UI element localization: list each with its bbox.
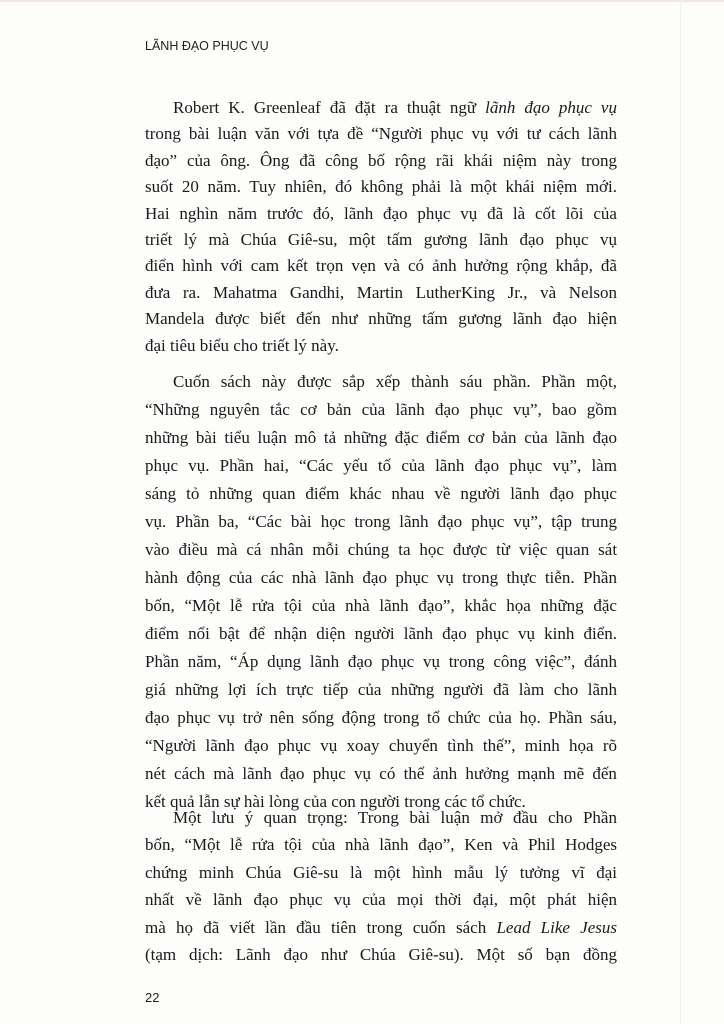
text-line	[145, 308, 617, 330]
text-run: đạo phục vụ trở nên sống động trong tổ chức của họ. Phần sáu,	[145, 708, 617, 727]
text-run: nhất về lãnh đạo phục vụ của mọi thời đại, một phát hiện	[145, 890, 617, 910]
italic-term: lãnh đạo phục vụ	[485, 98, 617, 117]
text-line	[145, 623, 617, 645]
text-line	[145, 651, 617, 673]
text-run: vụ. Phần ba, “Các bài học trong lãnh đạo phục vụ”, tập trung	[145, 512, 617, 531]
text-line	[173, 97, 617, 119]
text-line	[145, 123, 617, 145]
text-line	[145, 889, 617, 911]
text-run: trong bài luận văn với tựa đề “Người phục vụ với tư cách lãnh	[145, 124, 618, 144]
running-head: LÃNH ĐẠO PHỤC VỤ	[145, 39, 269, 53]
text-run: Phần năm, “Áp dụng lãnh đạo phục vụ trong công việc”, đánh	[145, 652, 618, 671]
text-line	[145, 255, 617, 277]
text-line	[145, 862, 617, 884]
text-run: hành động của các nhà lãnh đạo phục vụ trong thực tiễn. Phần	[145, 568, 617, 587]
text-line	[145, 399, 617, 421]
text-line	[145, 455, 617, 477]
text-run: Cuốn sách này được sắp xếp thành sáu phần. Phần một,	[173, 372, 617, 391]
text-line	[145, 763, 617, 785]
text-line	[145, 539, 617, 561]
page-binding-shadow	[680, 0, 681, 1024]
text-run: điểm nổi bật để nhận diện người lãnh đạo phục vụ kinh điển.	[145, 624, 618, 643]
text-line	[173, 371, 617, 393]
page-number: 22	[145, 990, 160, 1005]
text-run: phục vụ. Phần hai, “Các yếu tố của lãnh đạo phục vụ”, làm	[145, 456, 617, 475]
text-line	[145, 176, 617, 198]
text-line	[145, 483, 617, 505]
text-line	[173, 807, 617, 829]
text-line	[145, 944, 617, 966]
text-run: bốn, “Một lễ rửa tội của nhà lãnh đạo”, khắc họa những đặc	[145, 596, 617, 615]
text-run: Robert K. Greenleaf đã đặt ra thuật ngữ	[173, 98, 486, 117]
text-run: đưa ra. Mahatma Gandhi, Martin LutherKing Jr., và Nelson	[145, 282, 617, 302]
text-run: suốt 20 năm. Tuy nhiên, đó không phải là một khái niệm mới.	[145, 177, 618, 197]
text-line	[145, 150, 617, 172]
italic-term: Lead Like Jesus	[496, 917, 617, 937]
text-run: Mandela được biết đến như những tấm gương lãnh đạo hiện	[145, 309, 617, 329]
text-run: giá những lợi ích trực tiếp của những người đã làm cho lãnh	[145, 680, 618, 699]
page-top-edge	[0, 0, 724, 2]
text-line	[145, 567, 617, 589]
text-line	[145, 427, 617, 449]
text-line	[145, 229, 617, 251]
text-run: mà họ đã viết lần đầu tiên trong cuốn sách	[145, 917, 497, 937]
text-run: đạo” của ông. Ông đã công bố rộng rãi khái niệm này trong	[145, 150, 618, 170]
text-run: “Những nguyên tắc cơ bản của lãnh đạo phục vụ”, bao gồm	[145, 400, 618, 419]
text-run: “Người lãnh đạo phục vụ xoay chuyển tình thế”, minh họa rõ	[145, 736, 617, 755]
text-line	[145, 707, 617, 729]
text-run: điển hình với cam kết trọn vẹn và có ảnh hưởng rộng khắp, đã	[145, 256, 617, 276]
text-run: (tạm dịch: Lãnh đạo như Chúa Giê-su). Một số bạn đồng	[145, 945, 617, 964]
text-run: triết lý mà Chúa Giê-su, một tấm gương lãnh đạo phục vụ	[145, 230, 617, 249]
text-line	[145, 511, 617, 533]
text-run: kết quả lẫn sự hài lòng của con người trong các tổ chức.	[145, 792, 526, 811]
text-run: Một lưu ý quan trọng: Trong bài luận mở đầu cho Phần	[173, 808, 617, 827]
text-run: Hai nghìn năm trước đó, lãnh đạo phục vụ đã là cốt lõi của	[145, 203, 617, 223]
text-run: chứng minh Chúa Giê-su là một hình mẫu lý tưởng vĩ đại	[145, 862, 618, 882]
text-line	[145, 282, 617, 304]
text-run: bốn, “Một lễ rửa tội của nhà lãnh đạo”, Ken và Phil Hodges	[145, 835, 618, 855]
text-line	[145, 595, 617, 617]
text-line	[145, 203, 617, 225]
text-line	[145, 917, 617, 939]
text-line	[145, 834, 617, 856]
text-line	[145, 735, 617, 757]
text-run: những bài tiểu luận mô tả những đặc điểm cơ bản của lãnh đạo	[145, 428, 617, 447]
text-run: nét cách mà lãnh đạo phục vụ có thể ảnh hưởng mạnh mẽ đến	[145, 764, 617, 783]
text-line	[145, 679, 617, 701]
text-run: đại tiêu biểu cho triết lý này.	[145, 335, 339, 355]
text-run: sáng tỏ những quan điểm khác nhau về người lãnh đạo phục	[145, 484, 617, 503]
text-run: vào điều mà cá nhân mỗi chúng ta học được từ việc quan sát	[145, 540, 618, 559]
text-line	[145, 335, 617, 357]
